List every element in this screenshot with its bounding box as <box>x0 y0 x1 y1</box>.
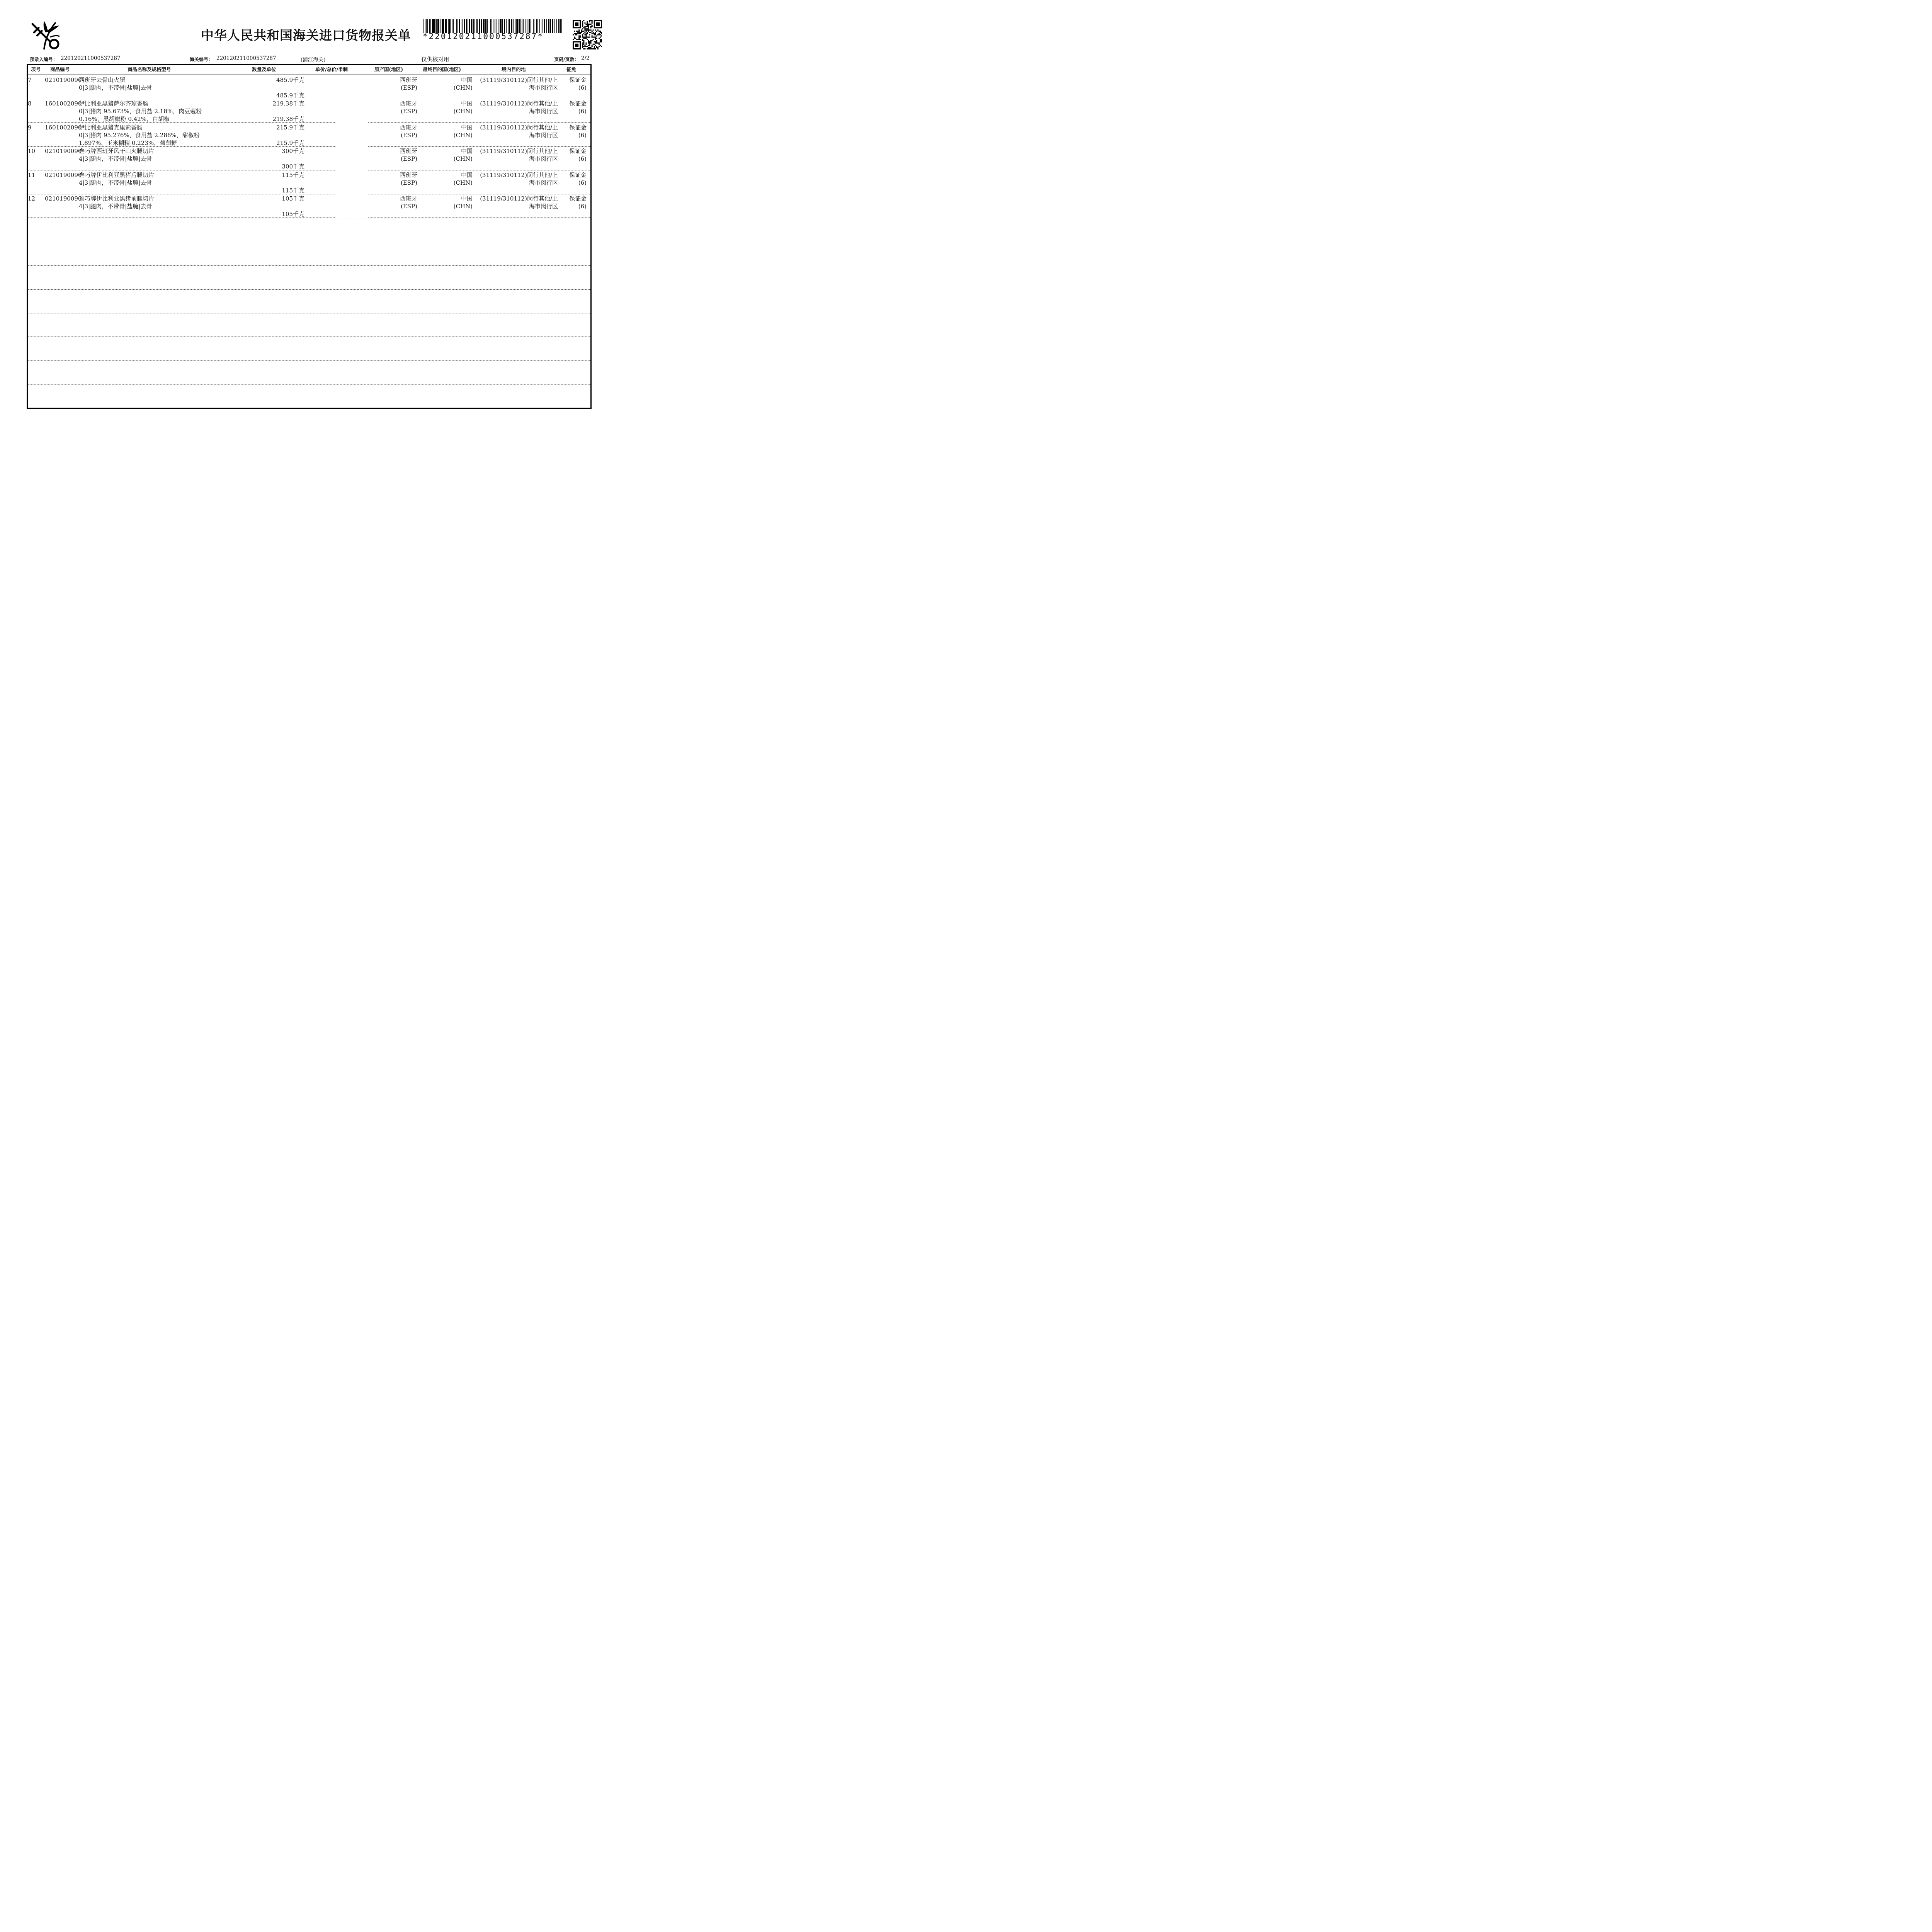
customs-emblem-logo <box>29 19 62 51</box>
customs-number: 220120211000537287 <box>216 55 276 61</box>
item-qty1: 115千克 <box>282 171 304 179</box>
item-name: 伊比利亚黑猪萨尔齐琼香肠 <box>79 100 149 107</box>
column-header: 最终目的国(地区) <box>423 66 461 72</box>
item-spec1: 0|3|腿肉，不带骨|盐腌|去骨 <box>79 84 152 91</box>
item-qty1: 300千克 <box>282 148 304 155</box>
item-code: 0210190090 <box>45 148 82 155</box>
item-domestic1: (31119/310112)闵行其他/上 <box>480 124 558 131</box>
item-levy-code: (6) <box>578 155 587 163</box>
item-domestic1: (31119/310112)闵行其他/上 <box>480 77 558 83</box>
page-label: 页码/页数： <box>554 57 579 62</box>
item-levy-code: (6) <box>578 131 587 139</box>
item-code: 0210190090 <box>45 195 82 202</box>
item-levy: 保证金 <box>569 171 587 179</box>
item-name: 西班牙去骨山火腿 <box>79 77 126 83</box>
item-qty1: 485.9千克 <box>276 77 304 83</box>
item-qty2: 215.9千克 <box>276 139 304 146</box>
verification-note: 仅供核对用 <box>421 57 449 63</box>
column-header: 数量及单位 <box>252 66 276 72</box>
empty-row-separator <box>28 289 590 290</box>
item-qty2: 300千克 <box>282 163 304 170</box>
item-spec1: 4|3|腿肉，不带骨|盐腌|去骨 <box>79 203 152 210</box>
item-levy-code: (6) <box>578 84 587 91</box>
column-header: 商品编号 <box>50 66 70 72</box>
item-dest-code: (CHN) <box>453 155 473 163</box>
item-origin: 西班牙 <box>400 148 417 155</box>
item-domestic2: 海市闵行区 <box>529 203 558 210</box>
row-separator <box>368 122 590 123</box>
item-origin: 西班牙 <box>400 100 417 107</box>
item-spec1: 0|3|猪肉 95.673%，食用盐 2.18%，肉豆蔻粉 <box>79 108 202 115</box>
item-spec1: 0|3|猪肉 95.276%，食用盐 2.286%，甜椒粉 <box>79 131 200 139</box>
item-name: 叁巧牌伊比利亚黑猪后腿切片 <box>79 171 155 179</box>
item-levy: 保证金 <box>569 77 587 83</box>
item-qty1: 105千克 <box>282 195 304 202</box>
item-qty2: 105千克 <box>282 211 304 218</box>
item-dest-code: (CHN) <box>453 84 473 91</box>
item-spec2: 0.16%，黑胡椒粉 0.42%，白胡椒 <box>79 116 170 123</box>
item-no: 9 <box>28 124 32 131</box>
item-name: 伊比利亚黑猪克里索香肠 <box>79 124 143 131</box>
item-dest-code: (CHN) <box>453 179 473 186</box>
pre-entry-number: 220120211000537287 <box>61 55 121 61</box>
item-levy-code: (6) <box>578 203 587 210</box>
barcode-number: *220120211000537287* <box>423 32 544 41</box>
item-dest-code: (CHN) <box>453 108 473 115</box>
item-code: 1601002090 <box>45 100 82 107</box>
item-dest-code: (CHN) <box>453 131 473 139</box>
pre-entry-label: 预录入编号： <box>30 57 58 62</box>
item-origin: 西班牙 <box>400 195 417 202</box>
column-header: 征免 <box>566 66 577 72</box>
item-origin-code: (ESP) <box>400 108 417 115</box>
empty-row-separator <box>28 265 590 266</box>
item-levy: 保证金 <box>569 124 587 131</box>
page-number: 2/2 <box>581 55 590 61</box>
item-qty2: 219.38千克 <box>272 116 304 123</box>
column-header: 原产国(地区) <box>374 66 403 72</box>
item-origin-code: (ESP) <box>400 131 417 139</box>
item-domestic1: (31119/310112)闵行其他/上 <box>480 148 558 155</box>
item-levy: 保证金 <box>569 100 587 107</box>
item-dest: 中国 <box>461 171 473 179</box>
item-qty2: 115千克 <box>282 187 304 194</box>
row-separator <box>28 146 335 147</box>
item-origin-code: (ESP) <box>400 179 417 186</box>
customs-no-label: 海关编号： <box>190 57 213 62</box>
item-dest: 中国 <box>461 195 473 202</box>
item-origin: 西班牙 <box>400 124 417 131</box>
item-domestic1: (31119/310112)闵行其他/上 <box>480 195 558 202</box>
item-levy-code: (6) <box>578 108 587 115</box>
column-header: 商品名称及规格型号 <box>128 66 171 72</box>
item-levy-code: (6) <box>578 179 587 186</box>
item-domestic2: 海市闵行区 <box>529 155 558 163</box>
column-header: 项号 <box>31 66 41 72</box>
item-dest-code: (CHN) <box>453 203 473 210</box>
item-domestic1: (31119/310112)闵行其他/上 <box>480 100 558 107</box>
item-qty1: 215.9千克 <box>276 124 304 131</box>
barcode <box>423 19 563 33</box>
item-origin-code: (ESP) <box>400 84 417 91</box>
row-separator <box>28 122 335 123</box>
item-no: 10 <box>28 148 36 155</box>
item-qty2: 485.9千克 <box>276 92 304 99</box>
item-domestic2: 海市闵行区 <box>529 84 558 91</box>
item-spec2: 1.897%，玉米糊精 0.223%，葡萄糖 <box>79 139 177 146</box>
item-domestic2: 海市闵行区 <box>529 108 558 115</box>
item-no: 7 <box>28 77 32 83</box>
item-code: 0210190090 <box>45 77 82 83</box>
item-spec1: 4|3|腿肉，不带骨|盐腌|去骨 <box>79 155 152 163</box>
item-no: 8 <box>28 100 32 107</box>
item-name: 叁巧牌伊比利亚黑猪前腿切片 <box>79 195 155 202</box>
item-no: 12 <box>28 195 36 202</box>
item-name: 叁巧牌西班牙风干山火腿切片 <box>79 148 155 155</box>
item-origin-code: (ESP) <box>400 203 417 210</box>
item-spec1: 4|3|腿肉，不带骨|盐腌|去骨 <box>79 179 152 186</box>
customs-office: (浦江海关) <box>301 57 326 63</box>
item-code: 1601002090 <box>45 124 82 131</box>
column-header: 单价/总价/币制 <box>315 66 348 72</box>
item-no: 11 <box>28 171 36 179</box>
item-origin: 西班牙 <box>400 171 417 179</box>
row-separator <box>368 146 590 147</box>
item-dest: 中国 <box>461 124 473 131</box>
item-domestic2: 海市闵行区 <box>529 131 558 139</box>
column-header: 境内目的地 <box>502 66 526 72</box>
item-levy: 保证金 <box>569 148 587 155</box>
item-code: 0210190090 <box>45 171 82 179</box>
item-domestic1: (31119/310112)闵行其他/上 <box>480 171 558 179</box>
document-title: 中华人民共和国海关进口货物报关单 <box>201 28 411 43</box>
item-origin-code: (ESP) <box>400 155 417 163</box>
qr-code <box>573 20 602 49</box>
item-dest: 中国 <box>461 148 473 155</box>
item-dest: 中国 <box>461 77 473 83</box>
item-qty1: 219.38千克 <box>272 100 304 107</box>
item-origin: 西班牙 <box>400 77 417 83</box>
item-domestic2: 海市闵行区 <box>529 179 558 186</box>
item-dest: 中国 <box>461 100 473 107</box>
item-levy: 保证金 <box>569 195 587 202</box>
